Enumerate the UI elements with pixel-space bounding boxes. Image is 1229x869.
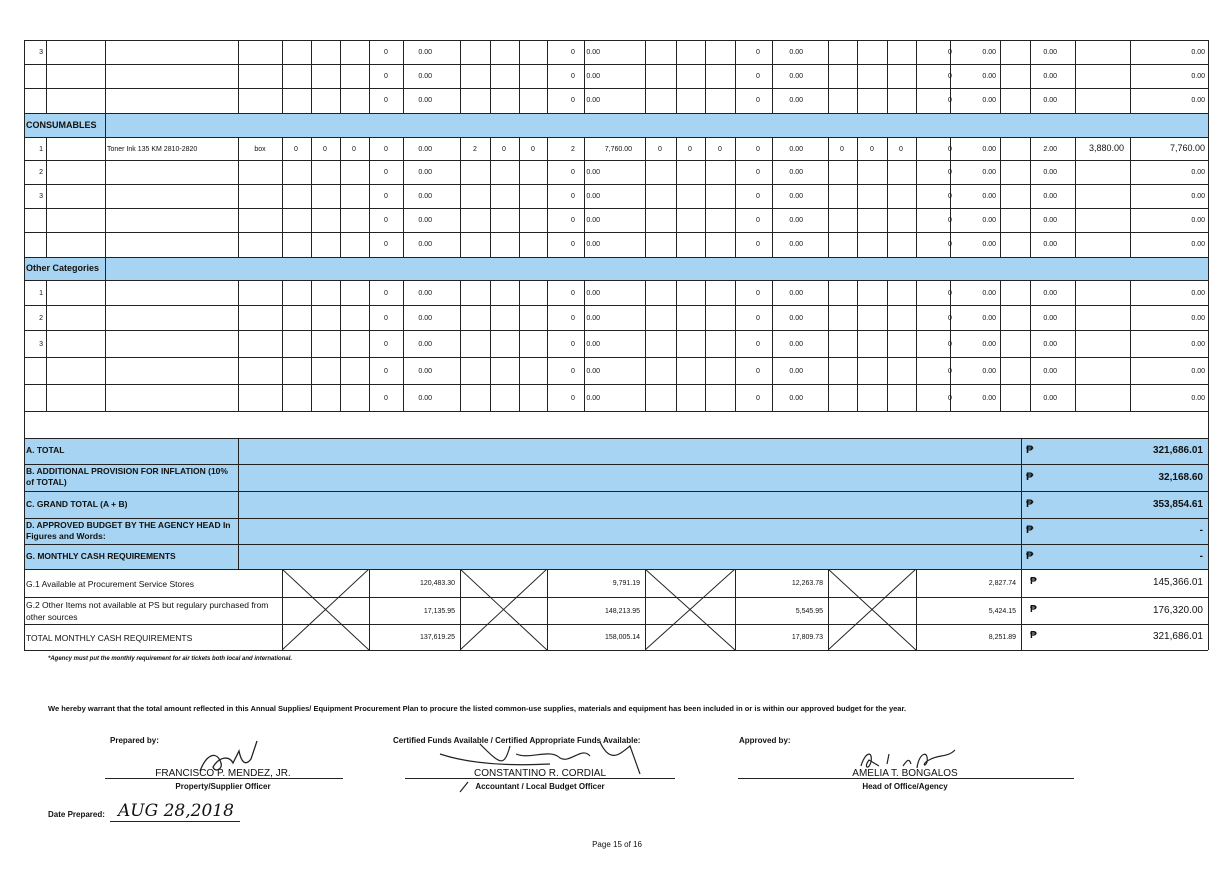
quarter-amount: 0.00 [418, 193, 432, 200]
row-number: 2 [39, 169, 43, 176]
quarter-qty: 0 [756, 368, 760, 375]
procurement-plan-table [24, 40, 1208, 650]
quarter-amount: 0.00 [982, 146, 996, 153]
cross-box [460, 569, 547, 650]
item-description: Toner Ink 135 KM 2810-2820 [107, 146, 198, 153]
date-prepared-label: Date Prepared: [48, 810, 105, 819]
quarter-qty: 0 [948, 169, 952, 176]
quarter-amount: 0.00 [418, 315, 432, 322]
quarter-qty: 0 [384, 193, 388, 200]
quarter-amount: 0.00 [789, 395, 803, 402]
row-amount: 0.00 [1191, 341, 1205, 348]
quarter-amount: 0.00 [418, 97, 432, 104]
quarter-amount: 0.00 [586, 169, 600, 176]
month-qty: 0 [756, 146, 760, 153]
quarter-qty: 0 [571, 315, 575, 322]
monthly-label: G.1 Available at Procurement Service Stores [26, 579, 195, 589]
total-value: 321,686.01 [1152, 445, 1203, 456]
quarter-amount: 0.00 [1043, 241, 1057, 248]
peso-sign: ₱ [1026, 524, 1034, 536]
quarter-qty: 0 [384, 73, 388, 80]
quarter-qty: 0 [948, 315, 952, 322]
month-qty: 0 [840, 146, 844, 153]
quarter-qty: 0 [756, 169, 760, 176]
total-label: G. MONTHLY CASH REQUIREMENTS [26, 551, 176, 561]
monthly-label: TOTAL MONTHLY CASH REQUIREMENTS [26, 633, 193, 643]
other-categories-band [24, 257, 1208, 280]
quarter-qty: 0 [756, 241, 760, 248]
quarter-amount: 0.00 [789, 49, 803, 56]
monthly-total: 176,320.00 [1152, 605, 1203, 616]
total-value: 353,854.61 [1152, 499, 1203, 510]
quarter-amount: 0.00 [418, 395, 432, 402]
total-label: A. TOTAL [26, 445, 65, 455]
total-qty: 2.00 [1043, 146, 1057, 153]
row-amount: 0.00 [1191, 73, 1205, 80]
totals-band-middle [238, 438, 1021, 569]
monthly-value: 5,545.95 [795, 608, 823, 615]
quarter-amount: 0.00 [982, 395, 996, 402]
quarter-qty: 0 [948, 241, 952, 248]
quarter-qty: 0 [571, 49, 575, 56]
consumables-band [24, 113, 1208, 137]
row-amount: 0.00 [1191, 241, 1205, 248]
row-amount: 0.00 [1191, 395, 1205, 402]
month-qty: 2 [473, 146, 477, 153]
monthly-value: 120,483.30 [419, 580, 455, 587]
prepared-by-caption: Prepared by: [110, 736, 159, 745]
row-amount: 0.00 [1191, 315, 1205, 322]
quarter-amount: 0.00 [982, 49, 996, 56]
quarter-qty: 0 [384, 49, 388, 56]
prepared-name: FRANCISCO P. MENDEZ, JR. [155, 768, 291, 779]
quarter-amount: 0.00 [418, 146, 432, 153]
quarter-qty: 0 [384, 241, 388, 248]
quarter-qty: 0 [948, 193, 952, 200]
warranty-statement: We hereby warrant that the total amount reflected in this Annual Supplies/ Equipment Procurement Plan to procure the listed common-use supplies, materials and equipment has been included in or is within our approved budget for the year. [48, 704, 907, 713]
quarter-amount: 0.00 [982, 169, 996, 176]
monthly-value: 8,251.89 [988, 634, 1016, 641]
section-consumables: CONSUMABLES [26, 120, 97, 130]
monthly-value: 148,213.95 [604, 608, 640, 615]
month-qty: 0 [323, 146, 327, 153]
quarter-amount: 0.00 [789, 169, 803, 176]
quarter-amount: 0.00 [1043, 49, 1057, 56]
row-amount: 0.00 [1191, 97, 1205, 104]
month-qty: 0 [502, 146, 506, 153]
quarter-qty: 0 [756, 49, 760, 56]
month-qty: 0 [948, 146, 952, 153]
monthly-label: G.2 Other Items not available at PS but regulary purchased from other sources [26, 600, 269, 622]
quarter-amount: 0.00 [1043, 97, 1057, 104]
monthly-total: 145,366.01 [1152, 577, 1203, 588]
quarter-qty: 0 [384, 315, 388, 322]
quarter-amount: 0.00 [789, 290, 803, 297]
quarter-qty: 0 [756, 395, 760, 402]
quarter-qty: 0 [571, 341, 575, 348]
quarter-qty: 0 [948, 395, 952, 402]
quarter-qty: 0 [756, 193, 760, 200]
row-amount: 0.00 [1191, 193, 1205, 200]
monthly-value: 17,809.73 [791, 634, 823, 641]
quarter-amount: 0.00 [418, 290, 432, 297]
peso-sign: ₱ [1026, 444, 1034, 456]
date-prepared-value: AUG 28,2018 [118, 801, 234, 821]
approved-title: Head of Office/Agency [862, 782, 948, 791]
quarter-qty: 0 [756, 217, 760, 224]
item-unit: box [254, 146, 266, 153]
quarter-amount: 0.00 [586, 49, 600, 56]
month-qty: 2 [571, 146, 575, 153]
quarter-amount: 0.00 [586, 73, 600, 80]
monthly-value: 2,827.74 [988, 580, 1016, 587]
row-number: 3 [39, 193, 43, 200]
quarter-qty: 0 [571, 368, 575, 375]
peso-sign: ₱ [1030, 630, 1037, 641]
quarter-amount: 0.00 [418, 49, 432, 56]
quarter-amount: 0.00 [586, 341, 600, 348]
row-number: 3 [39, 49, 43, 56]
quarter-amount: 0.00 [586, 193, 600, 200]
row-amount: 0.00 [1191, 368, 1205, 375]
quarter-amount: 0.00 [418, 217, 432, 224]
total-value: - [1199, 525, 1203, 536]
page-number: Page 15 of 16 [592, 840, 642, 849]
month-qty: 0 [870, 146, 874, 153]
quarter-amount: 0.00 [789, 341, 803, 348]
quarter-qty: 0 [571, 217, 575, 224]
quarter-amount: 0.00 [789, 193, 803, 200]
quarter-amount: 0.00 [789, 73, 803, 80]
quarter-amount: 0.00 [982, 73, 996, 80]
quarter-amount: 0.00 [1043, 395, 1057, 402]
peso-sign: ₱ [1026, 550, 1034, 562]
quarter-qty: 0 [571, 73, 575, 80]
monthly-value: 137,619.25 [419, 634, 455, 641]
quarter-amount: 0.00 [418, 241, 432, 248]
total-label: B. ADDITIONAL PROVISION FOR INFLATION (10% of TOTAL) [26, 466, 228, 487]
quarter-qty: 0 [948, 217, 952, 224]
row-number: 3 [39, 341, 43, 348]
quarter-amount: 0.00 [586, 315, 600, 322]
row-number: 2 [39, 315, 43, 322]
quarter-amount: 0.00 [982, 193, 996, 200]
cross-box [282, 569, 369, 650]
quarter-amount: 0.00 [982, 290, 996, 297]
monthly-value: 17,135.95 [423, 608, 455, 615]
quarter-qty: 0 [384, 368, 388, 375]
quarter-amount: 0.00 [1043, 193, 1057, 200]
row-number: 1 [39, 290, 43, 297]
quarter-amount: 0.00 [789, 217, 803, 224]
quarter-amount: 0.00 [789, 368, 803, 375]
quarter-qty: 0 [571, 169, 575, 176]
quarter-amount: 0.00 [586, 395, 600, 402]
approved-by-caption: Approved by: [739, 736, 791, 745]
peso-sign: ₱ [1026, 498, 1034, 510]
quarter-amount: 0.00 [586, 368, 600, 375]
quarter-amount: 0.00 [1043, 315, 1057, 322]
quarter-qty: 0 [571, 97, 575, 104]
cross-box [828, 569, 916, 650]
quarter-amount: 0.00 [789, 315, 803, 322]
quarter-amount: 0.00 [789, 97, 803, 104]
quarter-qty: 0 [948, 290, 952, 297]
total-value: - [1199, 551, 1203, 562]
cross-box [645, 569, 735, 650]
quarter-amount: 0.00 [982, 217, 996, 224]
approved-name: AMELIA T. BONGALOS [852, 768, 958, 779]
quarter-qty: 0 [571, 290, 575, 297]
quarter-amount: 0.00 [586, 241, 600, 248]
quarter-amount: 0.00 [418, 341, 432, 348]
quarter-amount: 7,760.00 [604, 146, 632, 153]
quarter-amount: 0.00 [1043, 290, 1057, 297]
quarter-amount: 0.00 [982, 368, 996, 375]
quarter-qty: 0 [384, 217, 388, 224]
certified-title: Accountant / Local Budget Officer [475, 782, 605, 791]
quarter-qty: 0 [384, 290, 388, 297]
row-amount: 7,760.00 [1169, 143, 1205, 153]
total-value: 32,168.60 [1158, 472, 1203, 483]
quarter-qty: 0 [948, 368, 952, 375]
monthly-value: 5,424.15 [988, 608, 1016, 615]
row-number: 1 [39, 146, 43, 153]
month-qty: 0 [384, 146, 388, 153]
quarter-qty: 0 [384, 395, 388, 402]
peso-sign: ₱ [1026, 471, 1034, 483]
row-amount: 0.00 [1191, 290, 1205, 297]
peso-sign: ₱ [1030, 604, 1037, 615]
quarter-qty: 0 [571, 395, 575, 402]
quarter-amount: 0.00 [1043, 368, 1057, 375]
quarter-qty: 0 [571, 193, 575, 200]
quarter-qty: 0 [756, 315, 760, 322]
section-other-categories: Other Categories [26, 263, 100, 273]
unit-price: 3,880.00 [1088, 143, 1124, 153]
monthly-total: 321,686.01 [1152, 631, 1203, 642]
peso-sign: ₱ [1030, 576, 1037, 587]
monthly-value: 12,263.78 [791, 580, 823, 587]
month-qty: 0 [718, 146, 722, 153]
quarter-amount: 0.00 [1043, 73, 1057, 80]
quarter-amount: 0.00 [789, 241, 803, 248]
prepared-title: Property/Supplier Officer [175, 782, 271, 791]
monthly-value: 158,005.14 [604, 634, 640, 641]
month-qty: 0 [658, 146, 662, 153]
quarter-qty: 0 [384, 97, 388, 104]
quarter-qty: 0 [948, 341, 952, 348]
month-qty: 0 [352, 146, 356, 153]
row-amount: 0.00 [1191, 49, 1205, 56]
row-amount: 0.00 [1191, 169, 1205, 176]
row-amount: 0.00 [1191, 217, 1205, 224]
month-qty: 0 [688, 146, 692, 153]
quarter-qty: 0 [948, 97, 952, 104]
month-qty: 0 [899, 146, 903, 153]
quarter-amount: 0.00 [982, 315, 996, 322]
quarter-qty: 0 [756, 73, 760, 80]
quarter-amount: 0.00 [418, 73, 432, 80]
quarter-amount: 0.00 [586, 217, 600, 224]
quarter-qty: 0 [756, 290, 760, 297]
quarter-amount: 0.00 [982, 97, 996, 104]
total-label: D. APPROVED BUDGET BY THE AGENCY HEAD In Figures and Words: [26, 520, 231, 541]
quarter-qty: 0 [756, 341, 760, 348]
month-qty: 0 [531, 146, 535, 153]
quarter-qty: 0 [948, 73, 952, 80]
quarter-amount: 0.00 [1043, 341, 1057, 348]
quarter-qty: 0 [384, 341, 388, 348]
quarter-amount: 0.00 [418, 368, 432, 375]
total-label: C. GRAND TOTAL (A + B) [26, 499, 128, 509]
date-line [110, 821, 240, 822]
month-qty: 0 [294, 146, 298, 153]
quarter-amount: 0.00 [586, 97, 600, 104]
quarter-amount: 0.00 [982, 341, 996, 348]
quarter-amount: 0.00 [789, 146, 803, 153]
certified-name: CONSTANTINO R. CORDIAL [473, 768, 607, 779]
monthly-value: 9,791.19 [612, 580, 640, 587]
quarter-amount: 0.00 [418, 169, 432, 176]
quarter-amount: 0.00 [1043, 217, 1057, 224]
quarter-amount: 0.00 [586, 290, 600, 297]
quarter-qty: 0 [384, 169, 388, 176]
quarter-qty: 0 [571, 241, 575, 248]
agency-note: *Agency must put the monthly requirement for air tickets both local and international. [48, 656, 293, 662]
quarter-amount: 0.00 [982, 241, 996, 248]
certified-funds-caption: Certified Funds Available / Certified Appropriate Funds Available: [393, 736, 641, 745]
quarter-qty: 0 [756, 97, 760, 104]
quarter-qty: 0 [948, 49, 952, 56]
quarter-amount: 0.00 [1043, 169, 1057, 176]
